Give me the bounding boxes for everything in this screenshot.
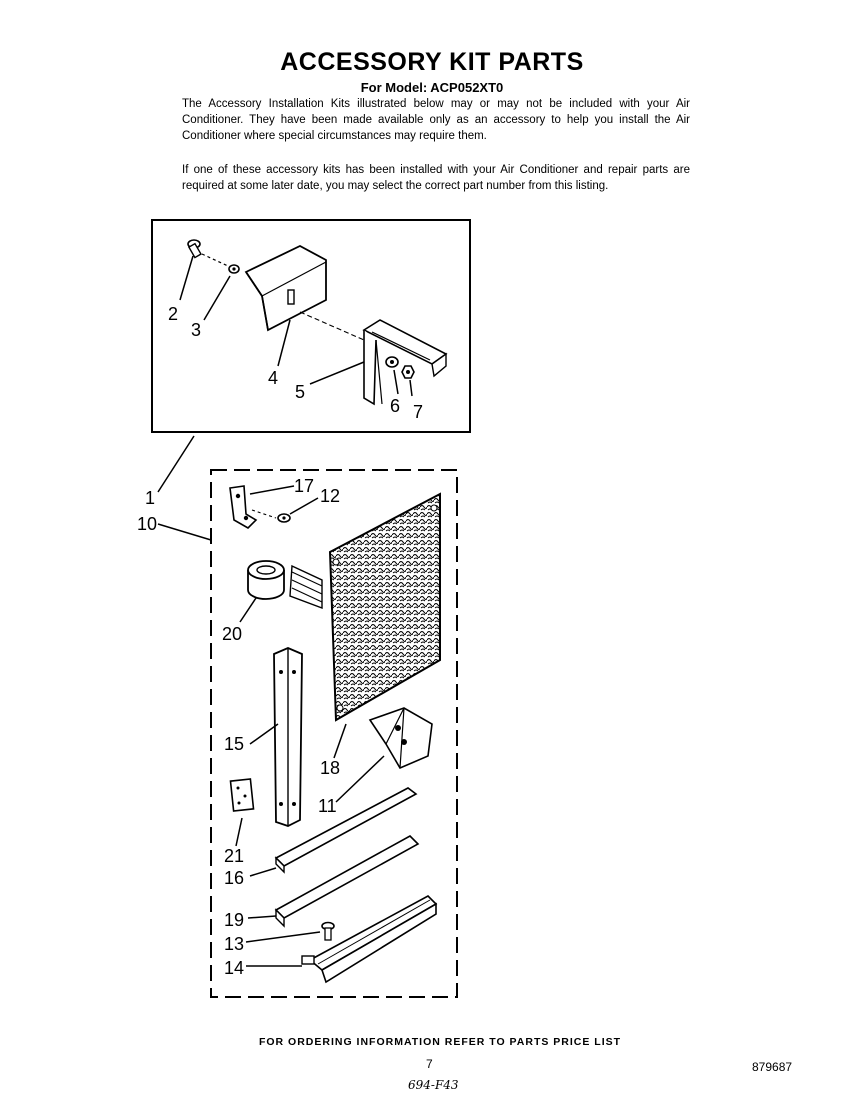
part-6-washer [386,357,398,367]
callout-16: 16 [224,868,245,888]
page-number: 7 [426,1057,433,1071]
part-20-tape-roll [248,561,322,608]
callout-20: 20 [222,624,243,644]
callout-12: 12 [320,486,341,506]
callout-4: 4 [268,368,279,388]
part-2-screw [188,240,228,266]
intro-paragraph-1: The Accessory Installation Kits illustrated below may or may not be included with your Air Conditioner. They have been made available only as an accessory to help you install the Air Conditioner where special circumstances may require them. [182,98,690,142]
part-12-screw [278,514,290,522]
callout-21: 21 [224,846,245,866]
handwritten-note: 694-F43 [408,1078,459,1092]
page-title: ACCESSORY KIT PARTS [280,48,584,76]
callout-18: 18 [320,758,341,778]
ordering-footer: FOR ORDERING INFORMATION REFER TO PARTS PRICE LIST [258,1036,622,1048]
callout-1: 1 [145,488,156,508]
model-subtitle: For Model: ACP052XT0 [360,80,504,95]
callout-7: 7 [413,402,424,422]
callout-11: 11 [318,796,337,816]
part-15-channel [274,648,302,826]
part-13-screw [322,923,334,941]
part-14-sill-channel [302,896,436,982]
document-number: 879687 [752,1060,793,1074]
callout-6: 6 [390,396,401,416]
callout-17: 17 [294,476,315,496]
callout-19: 19 [224,910,245,930]
callout-15: 15 [224,734,245,754]
callout-13: 13 [224,934,245,954]
callout-2: 2 [168,304,179,324]
part-17-clip [230,486,276,528]
part-7-nut [402,366,414,378]
callout-5: 5 [295,382,306,402]
part-3-washer [229,265,239,273]
callout-3: 3 [191,320,202,340]
callout-14: 14 [224,958,245,978]
part-5-support-bracket [364,320,446,404]
part-21-block [230,779,253,811]
intro-paragraph-2: If one of these accessory kits has been installed with your Air Conditioner and repair parts are required at some later date, you may select the correct part number from this listing. [182,164,690,192]
callout-10: 10 [137,514,158,534]
part-11-hinge-bracket [370,708,432,768]
part-18-foam-panel [330,494,440,720]
part-4-bracket [246,246,364,340]
